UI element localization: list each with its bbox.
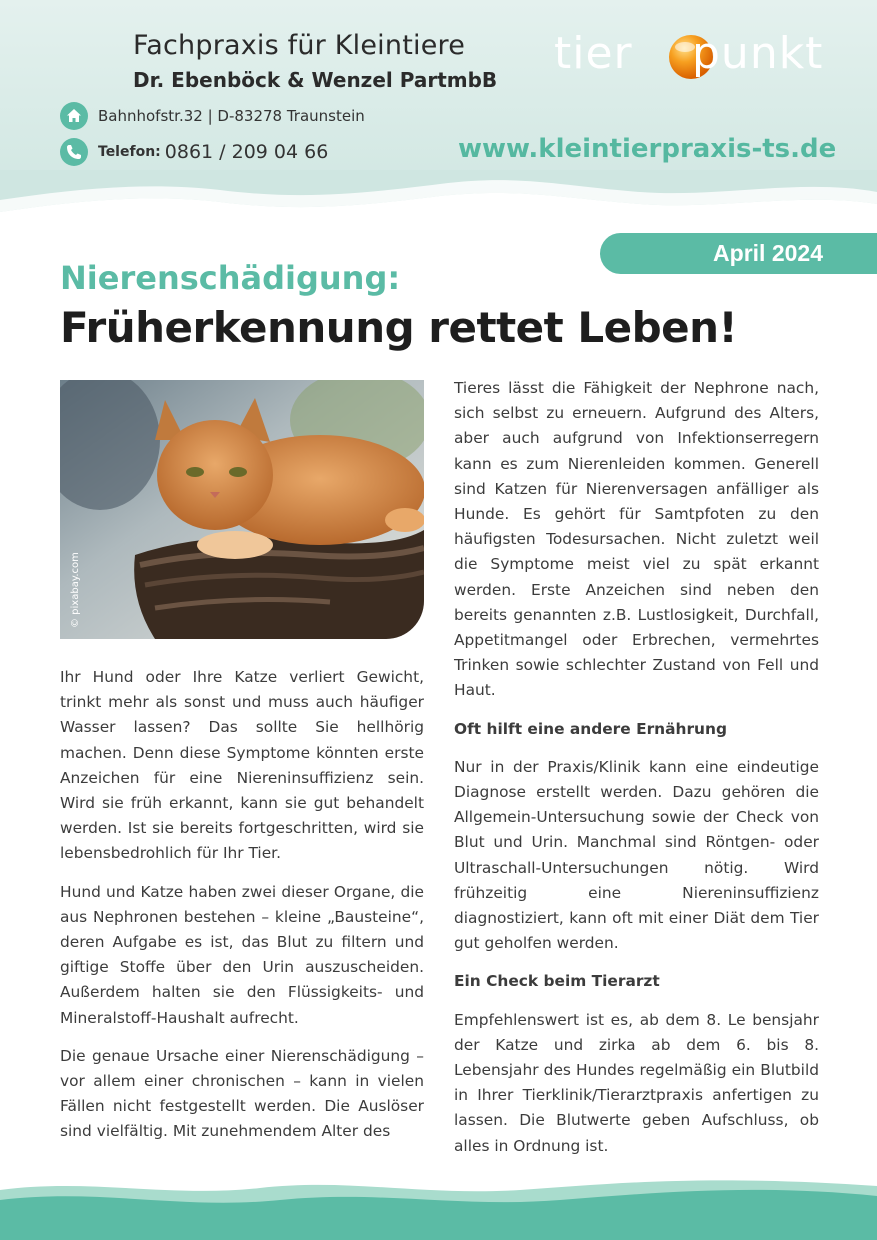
address-text: Bahnhofstr.32 | D-83278 Traunstein [98, 107, 365, 125]
paragraph: Hund und Katze haben zwei dieser Organe, die aus Nephronen bestehen – kleine „Bausteine“, deren Aufgabe es ist, das Blut zu filtern und giftige Stoffe über den Urin auszuscheiden. Außerdem halten sie den Flüssigkeits- und Mineralstoff-Haushalt aufrecht. [60, 882, 424, 1027]
cat-illustration [60, 380, 424, 639]
paragraph: Ihr Hund oder Ihre Katze verliert Gewicht, trinkt mehr als sonst und muss auch häufiger Wasser lassen? Das sollte Sie hellhörig machen. Denn diese Symptome könnten erste Anzeichen für eine Niereninsuffizienz sein. Wird sie früh erkannt, kann sie gut behandelt werden. Ist sie bereits fortgeschritten, wird sie lebensbedrohlich für Ihr Tier. [60, 668, 424, 863]
footer-wave [0, 1170, 877, 1240]
article-kicker: Nierenschädigung: [60, 259, 401, 297]
phone-icon [60, 138, 88, 166]
cat-photo [60, 380, 424, 639]
website-link[interactable]: www.kleintierpraxis-ts.de [458, 134, 837, 164]
house-icon [60, 102, 88, 130]
practice-title: Fachpraxis für Kleintiere [133, 30, 466, 61]
header-wave [0, 170, 877, 230]
practice-subtitle: Dr. Ebenböck & Wenzel PartmbB [133, 68, 498, 92]
tierpunkt-logo [554, 22, 824, 82]
phone-label: Telefon: [98, 144, 161, 160]
paragraph: Nur in der Praxis/Klinik kann eine eindeutige Diagnose erstellt werden. Dazu gehören die Allgemein-Untersuchung sowie der Check von Blut und Urin. Manchmal sind Röntgen- oder Ultraschall-Untersuchungen nötig. Wird frühzeitig eine Niereninsuffizienz diagnostiziert, kann oft mit einer Diät dem Tier gut geholfen werden. [454, 757, 819, 953]
address-row [60, 102, 365, 130]
phone-row [60, 138, 328, 166]
logo-text-left: tier [554, 28, 633, 79]
paragraph: Die genaue Ursache einer Nierenschädigung – vor allem einer chronischen – kann in vielen Fällen nicht festgestellt werden. Die Auslöser sind vielfältig. Mit zunehmendem Alter des [60, 1046, 424, 1141]
logo-text-right: punkt [692, 28, 824, 79]
subheading: Ein Check beim Tierarzt [454, 972, 660, 991]
article-column-left [60, 665, 424, 1158]
article-column-right [454, 376, 819, 1172]
paragraph: Empfehlenswert ist es, ab dem 8. Le bensjahr der Katze und zirka ab dem 6. bis 8. Lebensjahr des Hundes regelmäßig ein Blutbild in Ihrer Tierklinik/Tierarztpraxis anfertigen zu lassen. Die Blutwerte geben Aufschluss, ob alles in Ordnung ist. [454, 1010, 819, 1155]
paragraph: Tieres lässt die Fähigkeit der Nephrone nach, sich selbst zu erneuern. Aufgrund des Alters, aber auch aufgrund von Infektionserregern kann es zum Nierenleiden kommen. Generell sind Katzen für Nierenversagen anfälliger als Hunde. Es gehört für Samtpfoten zu den häufigsten Todesursachen. Nicht zuletzt weil die Symptome meist viel zu spät erkannt werden. Erste Anzeichen sind neben den bereits genannten z.B. Lustlosigkeit, Durchfall, Appetitmangel oder Erbrechen, vermehrtes Trinken sowie schlechter Zustand von Fell und Haut. [454, 379, 819, 700]
date-badge [600, 233, 877, 274]
date-text: April 2024 [713, 240, 823, 266]
phone-number: 0861 / 209 04 66 [164, 141, 329, 163]
subheading: Oft hilft eine andere Ernährung [454, 719, 727, 738]
article-headline: Früherkennung rettet Leben! [60, 303, 738, 352]
photo-credit: © pixabay.com [70, 552, 81, 628]
